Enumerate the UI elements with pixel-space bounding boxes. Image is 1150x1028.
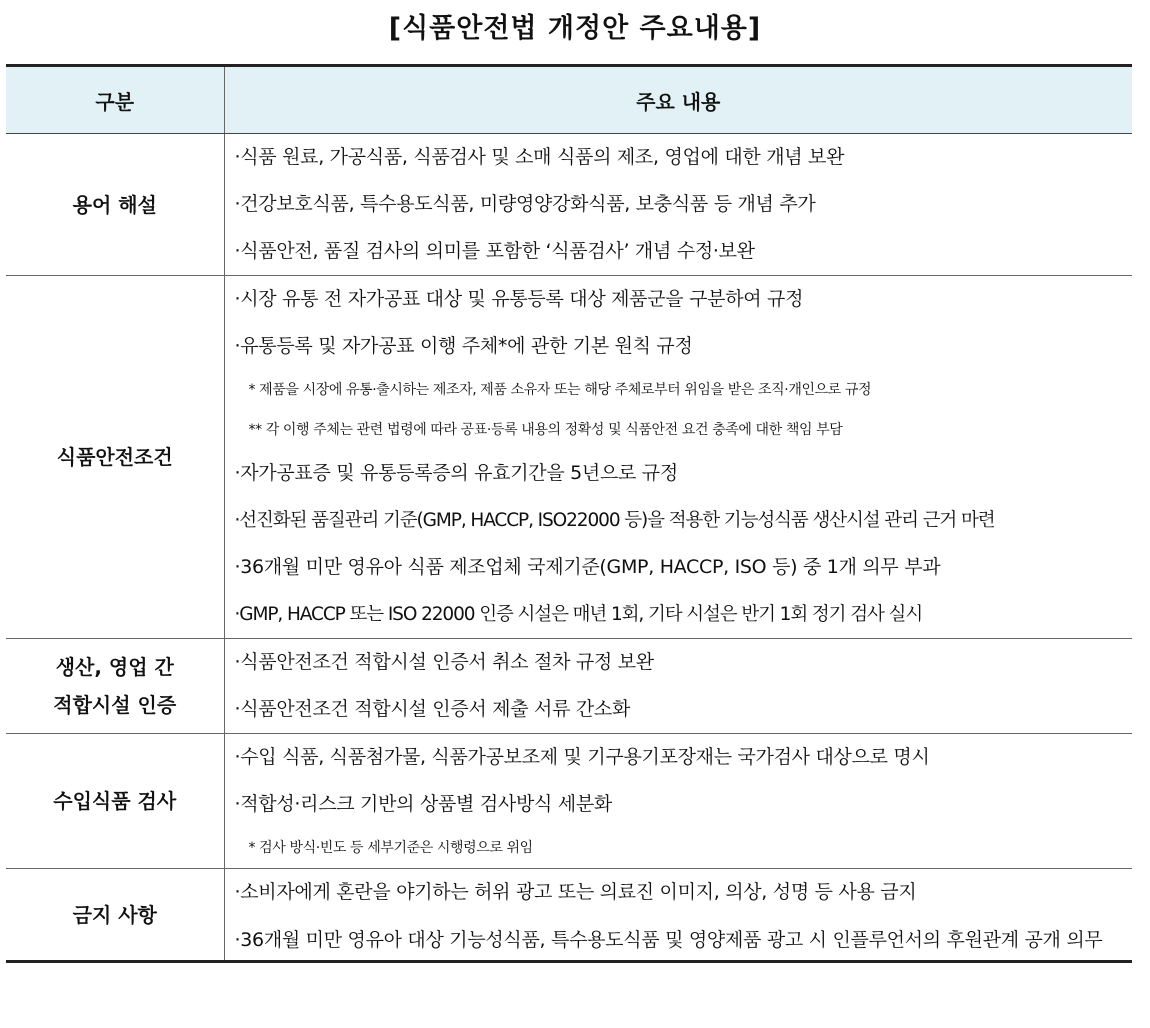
list-item: ·식품안전조건 적합시설 인증서 제출 서류 간소화 bbox=[234, 698, 631, 720]
list-item: ·유통등록 및 자가공표 이행 주체*에 관한 기본 원칙 규정 bbox=[234, 335, 693, 357]
table-header-row bbox=[6, 66, 1132, 134]
row-category-line: 적합시설 인증 bbox=[53, 693, 177, 717]
list-item: ·수입 식품, 식품첨가물, 식품가공보조제 및 기구용기포장재는 국가검사 대상으로 명시 bbox=[234, 746, 930, 768]
list-item: ·식품안전, 품질 검사의 의미를 포함한 ‘식품검사’ 개념 수정·보완 bbox=[234, 240, 755, 262]
table-row bbox=[6, 134, 1132, 276]
list-item: ·시장 유통 전 자가공표 대상 및 유통등록 대상 제품군을 구분하여 규정 bbox=[234, 288, 804, 310]
list-item: ·선진화된 품질관리 기준(GMP, HACCP, ISO22000 등)을 적용한 기능성식품 생산시설 관리 근거 마련 bbox=[234, 510, 995, 531]
footnote: * 제품을 시장에 유통·출시하는 제조자, 제품 소유자 또는 해당 주체로부터 위임을 받은 조직·개인으로 규정 bbox=[248, 382, 872, 398]
footnote: * 검사 방식·빈도 등 세부기준은 시행령으로 위임 bbox=[248, 840, 533, 856]
table-row bbox=[6, 869, 1132, 962]
row-category: 식품안전조건 bbox=[6, 276, 224, 639]
header-content: 주요 내용 bbox=[224, 66, 1132, 134]
row-category: 수입식품 검사 bbox=[6, 734, 224, 869]
table-row bbox=[6, 639, 1132, 734]
list-item: ·적합성·리스크 기반의 상품별 검사방식 세분화 bbox=[234, 793, 612, 815]
list-item: ·36개월 미만 영유아 대상 기능성식품, 특수용도식품 및 영양제품 광고 시 인플루언서의 후원관계 공개 의무 bbox=[234, 929, 1103, 951]
list-item: ·자가공표증 및 유통등록증의 유효기간을 5년으로 규정 bbox=[234, 462, 678, 484]
list-item: ·건강보호식품, 특수용도식품, 미량영양강화식품, 보충식품 등 개념 추가 bbox=[234, 193, 816, 215]
row-category bbox=[6, 639, 224, 734]
row-content bbox=[224, 134, 1132, 276]
header-category: 구분 bbox=[6, 66, 224, 134]
row-content bbox=[224, 734, 1132, 869]
row-content bbox=[224, 276, 1132, 639]
list-item: ·36개월 미만 영유아 식품 제조업체 국제기준(GMP, HACCP, ISO 등) 중 1개 의무 부과 bbox=[234, 556, 941, 578]
list-item: ·식품 원료, 가공식품, 식품검사 및 소매 식품의 제조, 영업에 대한 개념 보완 bbox=[234, 146, 845, 168]
table-row bbox=[6, 734, 1132, 869]
row-content bbox=[224, 639, 1132, 734]
list-item: ·소비자에게 혼란을 야기하는 허위 광고 또는 의료진 이미지, 의상, 성명 등 사용 금지 bbox=[234, 881, 917, 903]
table-row bbox=[6, 276, 1132, 639]
row-category-line: 생산, 영업 간 bbox=[55, 655, 174, 679]
footnote: ** 각 이행 주체는 관련 법령에 따라 공표·등록 내용의 정확성 및 식품안전 요건 충족에 대한 책임 부담 bbox=[248, 422, 843, 438]
list-item: ·GMP, HACCP 또는 ISO 22000 인증 시설은 매년 1회, 기타 시설은 반기 1회 정기 검사 실시 bbox=[234, 604, 923, 625]
row-content bbox=[224, 869, 1132, 962]
amendment-table bbox=[6, 64, 1132, 963]
list-item: ·식품안전조건 적합시설 인증서 취소 절차 규정 보완 bbox=[234, 651, 654, 673]
document-title: [식품안전법 개정안 주요내용] bbox=[388, 13, 762, 44]
row-category: 용어 해설 bbox=[6, 134, 224, 276]
row-category: 금지 사항 bbox=[6, 869, 224, 962]
